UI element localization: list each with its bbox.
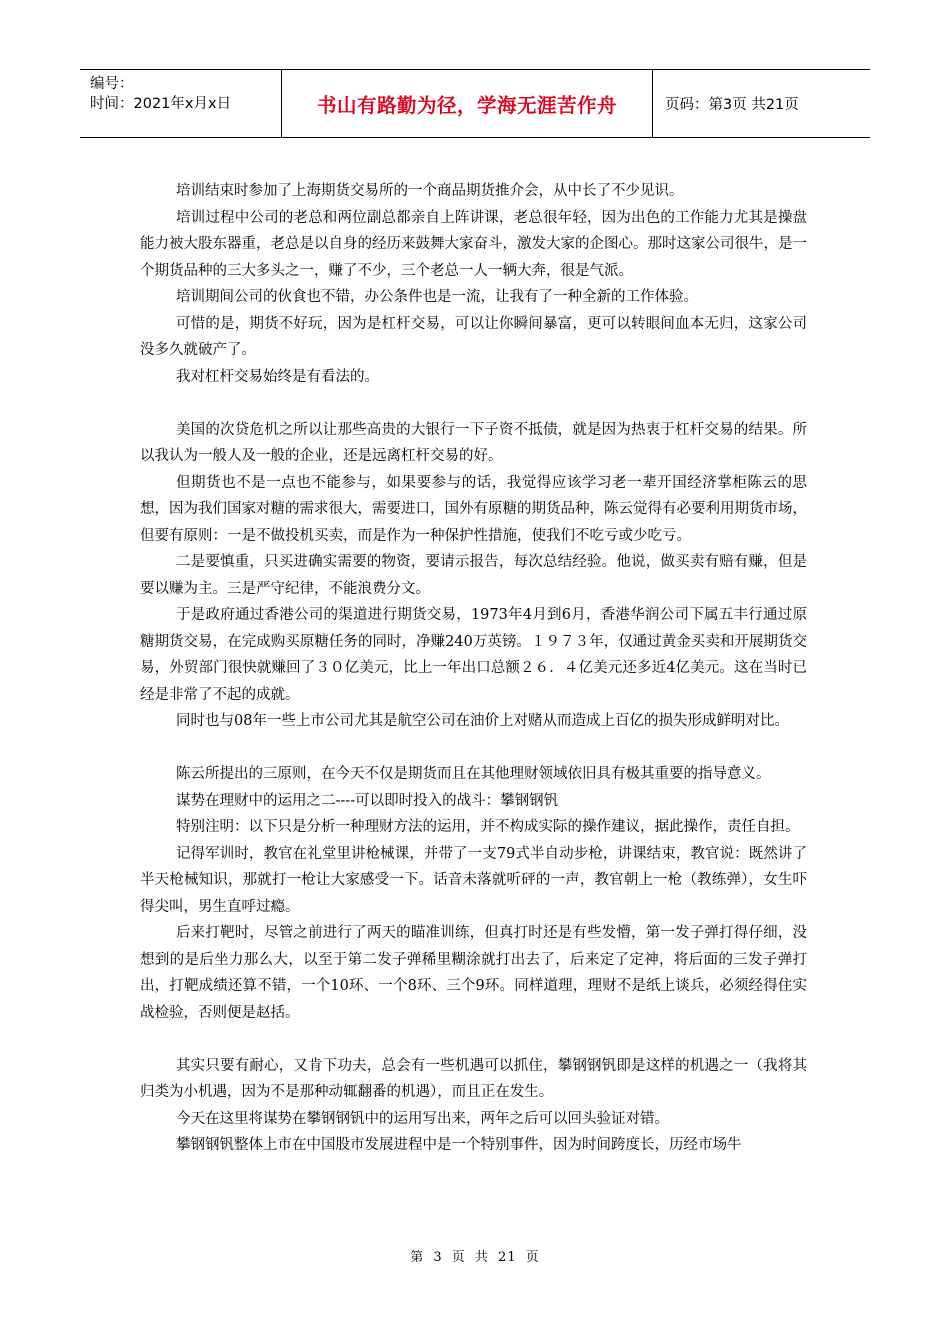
body-paragraph: 培训过程中公司的老总和两位副总都亲自上阵讲课，老总很年轻，因为出色的工作能力尤其是操盘能力被大股东器重，老总是以自身的经历来鼓舞大家奋斗，激发大家的企图心。那时这家公司很牛，是一个期货品种的三大多头之一，赚了不少，三个老总一人一辆大奔，很是气派。 — [140, 209, 807, 279]
body-paragraph: 二是要慎重，只买进确实需要的物资，要请示报告，每次总结经验。他说，做买卖有赔有赚，但是要以赚为主。三是严守纪律，不能浪费分文。 — [140, 554, 807, 597]
body-paragraph: 我对杠杆交易始终是有看法的。 — [176, 368, 379, 385]
document-body — [140, 178, 807, 1159]
page-footer — [0, 1246, 950, 1265]
date-label: 时间：2021年x月x日 — [90, 96, 232, 112]
body-paragraph: 于是政府通过香港公司的渠道进行期货交易，1973年4月到6月，香港华润公司下属五丰行通过原糖期货交易，在完成购买原糖任务的同时，净赚240万英镑。１９７３年，仅通过黄金买卖和开展期货交易，外贸部门很快就赚回了３０亿美元，比上一年出口总额２６．４亿美元还多近4亿美元。这在当时已经是非常了不起的成就。 — [140, 607, 807, 703]
body-paragraph: 美国的次贷危机之所以让那些高贵的大银行一下子资不抵债，就是因为热衷于杠杆交易的结果。所以我认为一般人及一般的企业，还是远离杠杆交易的好。 — [140, 421, 807, 464]
motto-text: 书山有路勤为径，学海无涯苦作舟 — [316, 93, 617, 117]
header-motto-cell — [282, 70, 653, 137]
body-paragraph: 同时也与08年一些上市公司尤其是航空公司在油价上对赌从而造成上百亿的损失形成鲜明对比。 — [176, 713, 789, 729]
footer-page-number: 第 3 页 共 21 页 — [410, 1250, 540, 1265]
body-paragraph: 谋势在理财中的运用之二----可以即时投入的战斗：攀钢钢钒 — [176, 792, 559, 809]
body-paragraph: 攀钢钢钒整体上市在中国股市发展进程中是一个特别事件，因为时间跨度长，历经市场牛 — [176, 1137, 742, 1153]
paragraph-gap — [140, 735, 807, 762]
header-meta-cell — [80, 70, 282, 137]
body-paragraph: 特别注明：以下只是分析一种理财方法的运用，并不构成实际的操作建议，据此操作，责任自担。 — [176, 819, 800, 835]
body-paragraph: 今天在这里将谋势在攀钢钢钒中的运用写出来，两年之后可以回头验证对错。 — [176, 1110, 669, 1127]
body-paragraph: 但期货也不是一点也不能参与，如果要参与的话，我觉得应该学习老一辈开国经济掌柜陈云的思想，因为我们国家对糖的需求很大，需要进口，国外有原糖的期货品种，陈云觉得有必要利用期货市场，但要有原则：一是不做投机买卖，而是作为一种保护性措施，使我们不吃亏或少吃亏。 — [140, 474, 807, 544]
body-paragraph: 可惜的是，期货不好玩，因为是杠杆交易，可以让你瞬间暴富，更可以转眼间血本无归，这家公司没多久就破产了。 — [140, 315, 807, 358]
document-header — [80, 69, 870, 138]
body-paragraph: 培训期间公司的伙食也不错，办公条件也是一流，让我有了一种全新的工作体验。 — [176, 289, 698, 305]
page-info: 页码：第3页 共21页 — [665, 97, 799, 113]
body-paragraph: 陈云所提出的三原则，在今天不仅是期货而且在其他理财领域依旧具有极其重要的指导意义。 — [176, 766, 771, 782]
body-paragraph: 后来打靶时，尽管之前进行了两天的瞄准训练，但真打时还是有些发懵，第一发子弹打得仔细，没想到的是后坐力那么大，以至于第二发子弹稀里糊涂就打出去了，后来定了定神，将后面的三发子弹打出，打靶成绩还算不错，一个10环、一个8环、三个9环。同样道理，理财不是纸上谈兵，必须经得住实战检验，否则便是赵括。 — [140, 925, 807, 1021]
paragraph-gap — [140, 1026, 807, 1053]
header-page-cell — [653, 70, 870, 137]
number-label: 编号： — [90, 76, 134, 92]
body-paragraph: 培训结束时参加了上海期货交易所的一个商品期货推介会，从中长了不少见识。 — [176, 183, 684, 199]
body-paragraph: 其实只要有耐心，又肯下功夫，总会有一些机遇可以抓住，攀钢钢钒即是这样的机遇之一（我将其归类为小机遇，因为不是那种动辄翻番的机遇），而且正在发生。 — [140, 1057, 807, 1100]
body-paragraph: 记得军训时，教官在礼堂里讲枪械课，并带了一支79式半自动步枪，讲课结束，教官说：既然讲了半天枪械知识，那就打一枪让大家感受一下。话音未落就听砰的一声，教官朝上一枪（教练弹），女生吓得尖叫，男生直呼过瘾。 — [140, 845, 807, 915]
paragraph-gap — [140, 390, 807, 417]
